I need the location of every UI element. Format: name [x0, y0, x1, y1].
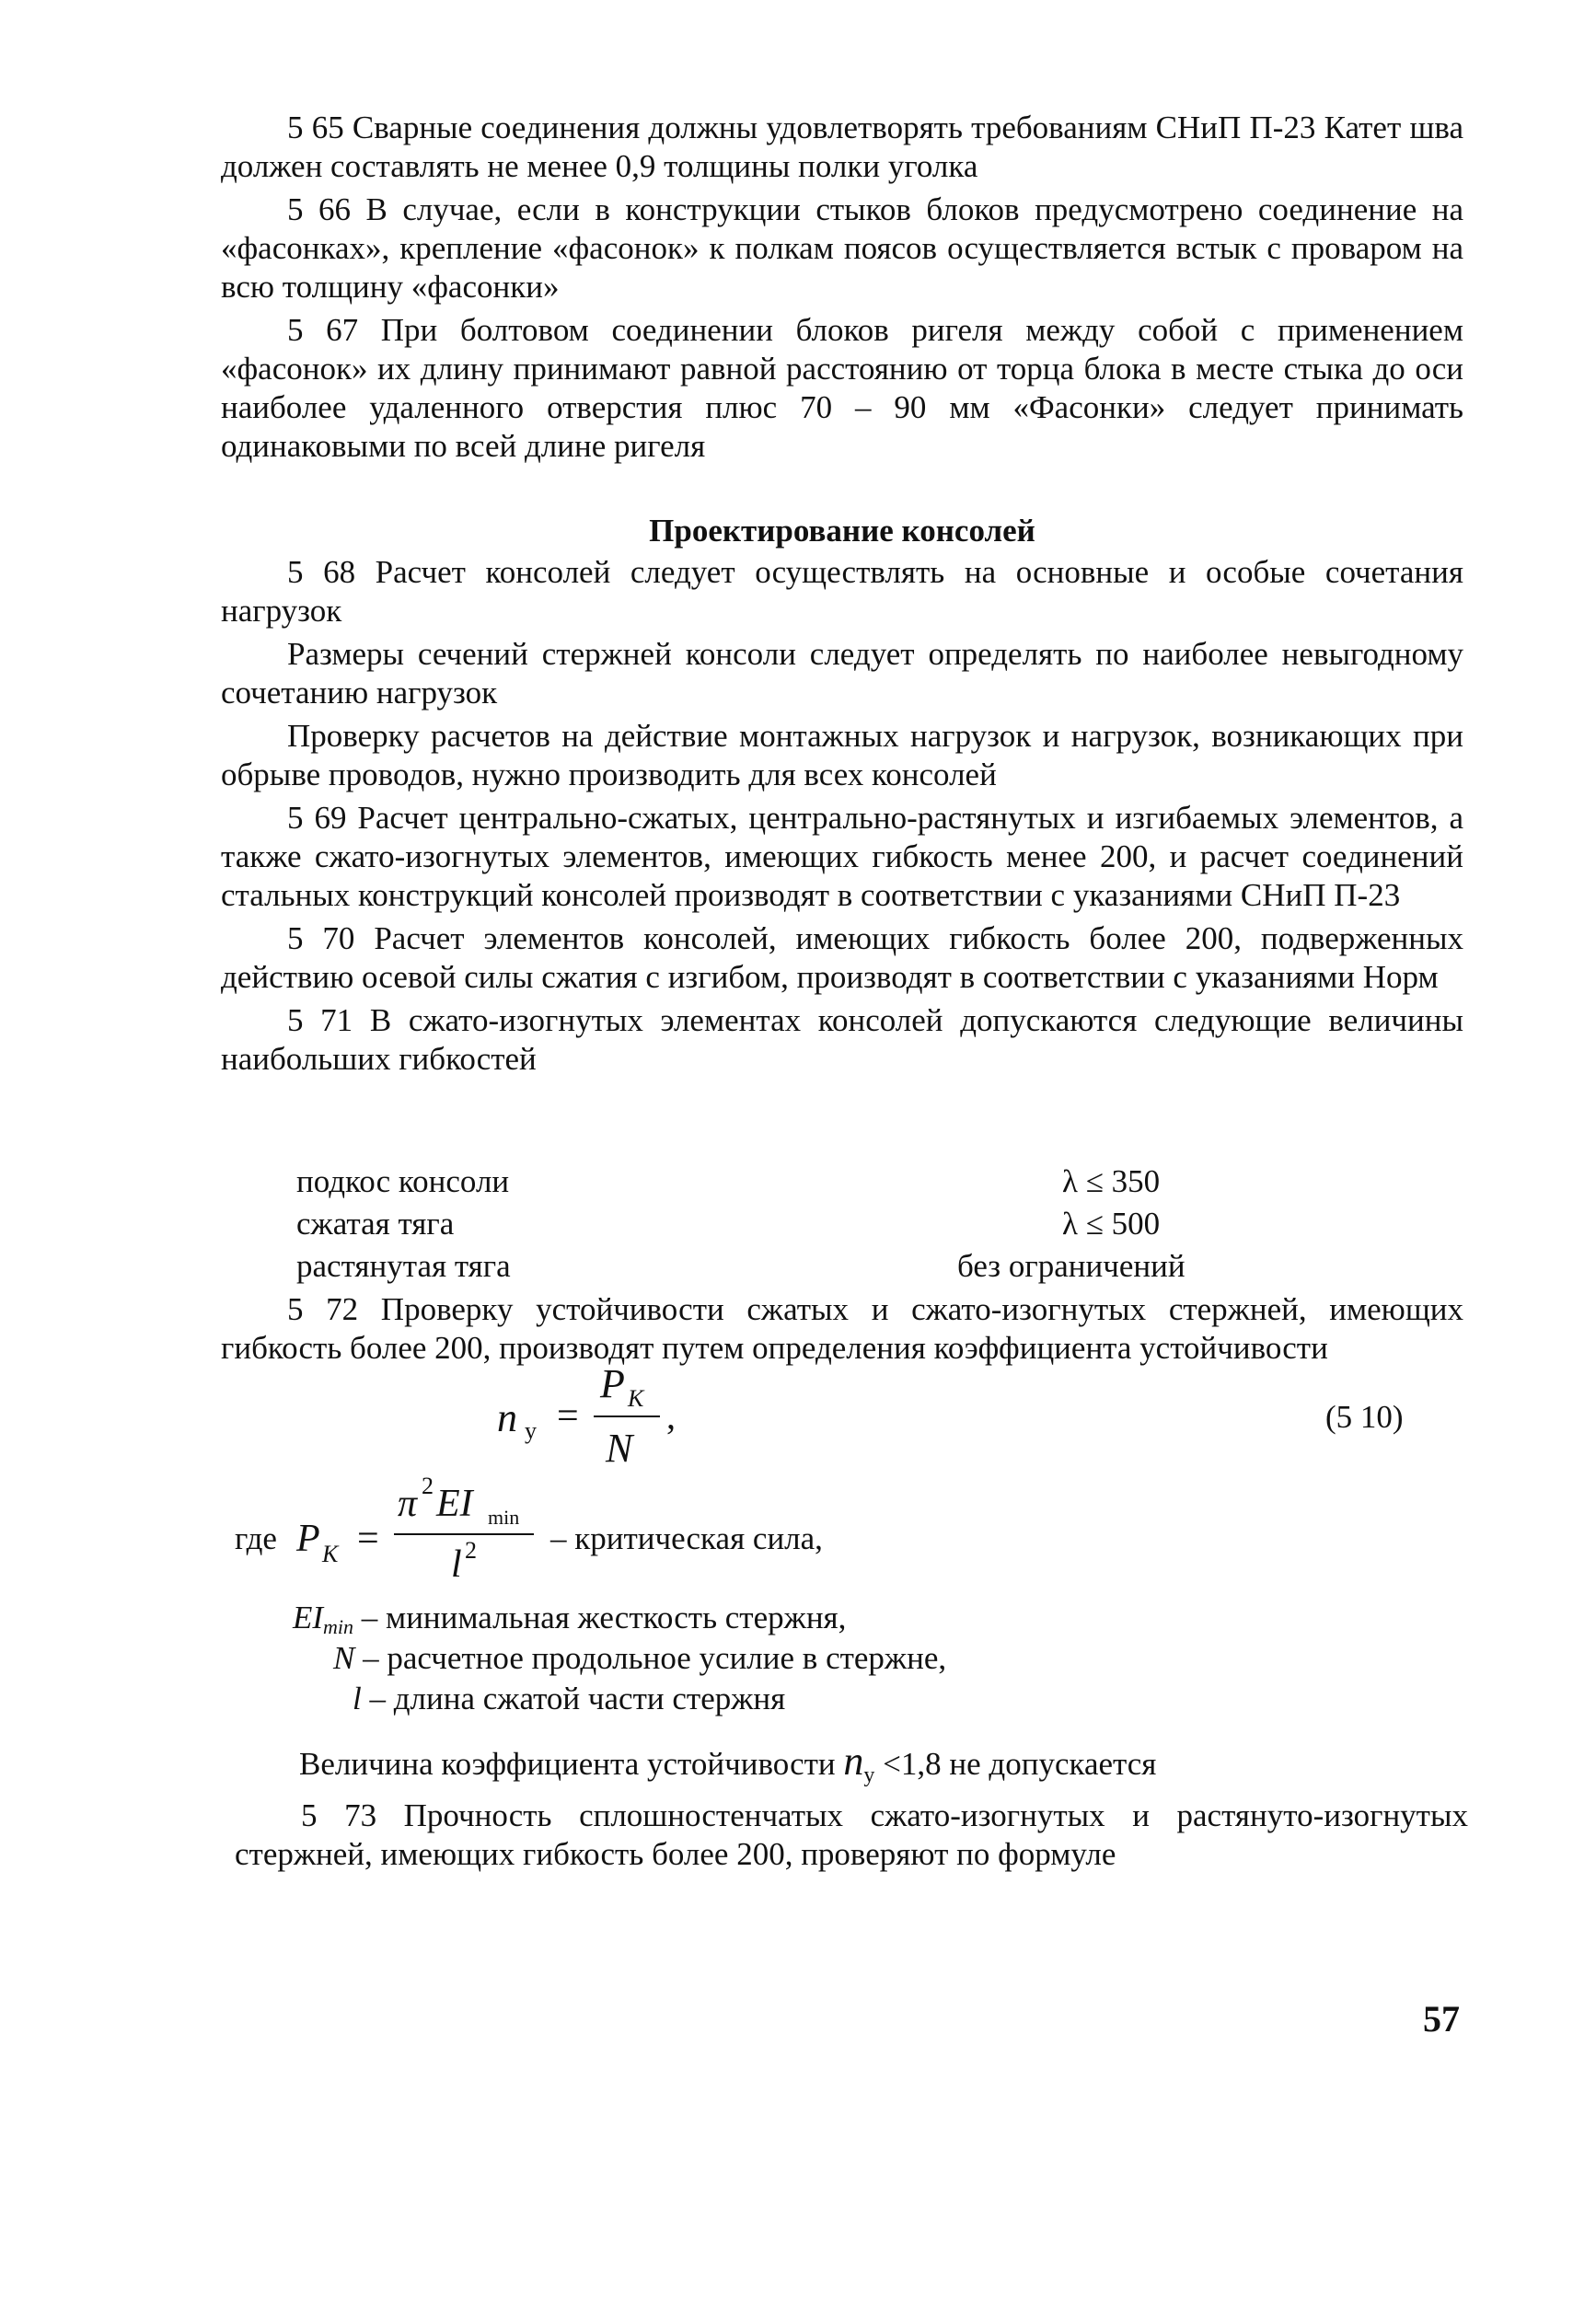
paragraph-5-66: 5 66 В случае, если в конструкции стыков блоков предусмотрено соединение на «фасонках», крепление «фасонок» к полкам поясов осуществляется встык с проваром на всю толщину «фасонки» — [221, 191, 1463, 305]
definition-row — [293, 1600, 846, 1636]
limit-row — [296, 1246, 1217, 1287]
paragraph-5-72-block — [221, 1290, 1463, 1368]
pk-l-sup: 2 — [465, 1537, 477, 1564]
stability-symbol: n — [843, 1739, 864, 1784]
stability-note-text: Величина коэффициента устойчивости — [299, 1746, 844, 1782]
formula-lhs-sub: y — [525, 1417, 537, 1444]
formula-numerator-sub: K — [628, 1385, 644, 1412]
pk-pi-sup: 2 — [422, 1473, 434, 1499]
pk-pi: π — [398, 1483, 418, 1525]
limit-row — [296, 1204, 1217, 1244]
paragraph-5-73-block — [235, 1797, 1468, 1874]
paragraph-5-70: 5 70 Расчет элементов консолей, имеющих гибкость более 200, подверженных действию осевой силы сжатия с изгибом, производят в соответствии с указаниями Норм — [221, 920, 1463, 995]
pk-lhs-sub: K — [322, 1541, 339, 1567]
definition-text: – расчетное продольное усилие в стержне, — [354, 1640, 947, 1676]
top-paragraphs — [221, 109, 1463, 466]
limit-value: λ ≤ 500 — [1062, 1206, 1161, 1242]
where-label: где — [235, 1520, 277, 1556]
formula-lhs: n — [497, 1395, 517, 1440]
definition-symbol: EI — [293, 1600, 324, 1635]
stability-sub: y — [863, 1763, 875, 1787]
page-number: 57 — [1423, 1998, 1460, 2039]
definition-symbol: N — [333, 1640, 355, 1676]
paragraph-5-68: 5 68 Расчет консолей следует осуществлять на основные и особые сочетания нагрузок — [221, 554, 1463, 629]
stability-note — [299, 1738, 1156, 1785]
fraction-line — [394, 1533, 534, 1535]
paragraph-5-73: 5 73 Прочность сплошностенчатых сжато-изогнутых и растянуто-изогнутых стержней, имеющих гибкость более 200, проверяют по формуле — [235, 1797, 1468, 1872]
definition-row — [353, 1681, 785, 1717]
limit-value: λ ≤ 350 — [1062, 1163, 1161, 1199]
definition-symbol: l — [353, 1681, 362, 1716]
paragraph-5-72: 5 72 Проверку устойчивости сжатых и сжато-изогнутых стержней, имеющих гибкость более 200, производят путем определения коэффициента устойчивости — [221, 1291, 1463, 1366]
section-heading: Проектирование консолей — [649, 513, 1035, 549]
paragraph-check: Проверку расчетов на действие монтажных нагрузок и нагрузок, возникающих при обрыве проводов, нужно производить для всех консолей — [221, 718, 1463, 792]
middle-paragraphs — [221, 553, 1463, 1079]
formula-comma: , — [666, 1395, 676, 1437]
limit-row — [296, 1161, 1217, 1202]
definition-sub: min — [323, 1615, 354, 1638]
paragraph-5-71: 5 71 В сжато-изогнутых элементах консолей допускаются следующие величины наибольших гибкостей — [221, 1002, 1463, 1077]
pk-l: l — [451, 1543, 462, 1586]
pk-ei-sub: min — [488, 1506, 520, 1529]
formula-equals: = — [557, 1395, 579, 1438]
paragraph-dimensions: Размеры сечений стержней консоли следует определять по наиболее невыгодному сочетанию нагрузок — [221, 636, 1463, 711]
fraction-line — [594, 1415, 660, 1417]
stability-note-tail: <1,8 не допускается — [874, 1746, 1157, 1782]
definition-text: – длина сжатой части стержня — [361, 1681, 786, 1716]
pk-lhs: P — [296, 1518, 320, 1560]
paragraph-5-67: 5 67 При болтовом соединении блоков ригеля между собой с применением «фасонок» их длину принимают равной расстоянию от торца блока в месте стыка до оси наиболее удаленного отверстия плюс 70 – 90 мм «Фасонки» следует принимать одинаковыми по всей длине ригеля — [221, 312, 1463, 464]
paragraph-5-65: 5 65 Сварные соединения должны удовлетворять требованиям СНиП П-23 Катет шва должен составлять не менее 0,9 толщины полки уголка — [221, 110, 1463, 184]
limit-label: подкос консоли — [296, 1163, 510, 1199]
definition-text: – минимальная жесткость стержня, — [353, 1600, 847, 1635]
paragraph-5-69: 5 69 Расчет центрально-сжатых, центрально-растянутых и изгибаемых элементов, а также сжато-изогнутых элементов, имеющих гибкость менее 200, и расчет соединений стальных конструкций консолей производят в соответствии с указаниями СНиП П-23 — [221, 800, 1463, 913]
pk-description: – критическая сила, — [550, 1520, 823, 1556]
pk-ei: EI — [436, 1483, 473, 1525]
pk-equals: = — [357, 1518, 379, 1560]
formula-denominator: N — [606, 1426, 633, 1471]
definition-row — [333, 1640, 946, 1677]
limit-label: сжатая тяга — [296, 1206, 455, 1242]
limit-value: без ограничений — [957, 1248, 1185, 1284]
formula-number: (5 10) — [1325, 1399, 1404, 1435]
limit-label: растянутая тяга — [296, 1248, 511, 1284]
formula-numerator: P — [600, 1361, 625, 1406]
